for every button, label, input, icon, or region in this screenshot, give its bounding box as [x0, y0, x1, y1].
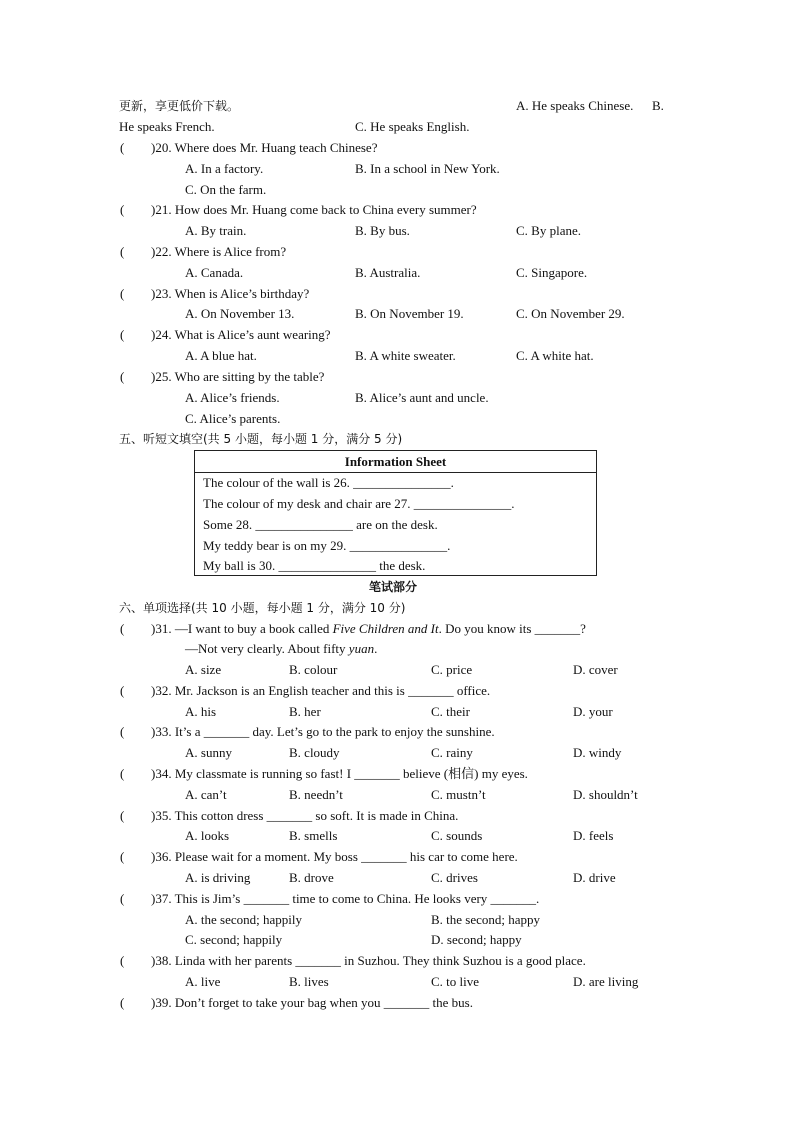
q36-option-d: D. drive — [573, 870, 616, 885]
q20-option-a: A. In a factory. — [185, 161, 264, 176]
q33-stem: )33. It’s a _______ day. Let’s go to the park to enjoy the sunshine. — [151, 724, 495, 739]
q19-option-c: C. He speaks English. — [355, 119, 470, 134]
q34-option-c: C. mustn’t — [431, 787, 486, 802]
info-row-26[interactable]: The colour of the wall is 26. _______________. — [203, 475, 454, 490]
information-sheet — [194, 450, 597, 576]
q38-option-b: B. lives — [289, 974, 329, 989]
q35-option-a: A. looks — [185, 828, 230, 843]
q22-option-c: C. Singapore. — [516, 265, 588, 280]
q35-stem: )35. This cotton dress _______ so soft. It is made in China. — [151, 808, 459, 823]
q31-reply-italic: yuan — [348, 641, 375, 656]
q31-reply-pre: —Not very clearly. About fifty — [185, 641, 349, 656]
q34-stem: )34. My classmate is running so fast! I _______ believe (相信) my eyes. — [151, 766, 528, 781]
q34-option-a: A. can’t — [185, 787, 227, 802]
q24-option-c: C. A white hat. — [516, 348, 594, 363]
information-sheet-header: Information Sheet — [195, 451, 596, 473]
q31-option-a: A. size — [185, 662, 222, 677]
q38-option-c: C. to live — [431, 974, 480, 989]
q35-option-d: D. feels — [573, 828, 614, 843]
q23-option-b: B. On November 19. — [355, 306, 464, 321]
q33-option-c: C. rainy — [431, 745, 473, 760]
q31-reply — [185, 640, 377, 658]
q22-option-b: B. Australia. — [355, 265, 421, 280]
q36-option-b: B. drove — [289, 870, 334, 885]
q31-book-title: Five Children and It — [332, 621, 439, 636]
q24-stem: )24. What is Alice’s aunt wearing? — [151, 327, 331, 342]
q21-option-a: A. By train. — [185, 223, 247, 238]
q25-option-b: B. Alice’s aunt and uncle. — [355, 390, 489, 405]
q36-stem: )36. Please wait for a moment. My boss _______ his car to come here. — [151, 849, 518, 864]
answer-blank[interactable]: ( — [120, 621, 125, 636]
q23-option-c: C. On November 29. — [516, 306, 625, 321]
answer-blank[interactable]: ( — [120, 244, 125, 259]
answer-blank[interactable]: ( — [120, 891, 125, 906]
q33-option-a: A. sunny — [185, 745, 232, 760]
info-row-28[interactable]: Some 28. _______________ are on the desk. — [203, 517, 438, 532]
q37-option-b: B. the second; happy — [431, 912, 541, 927]
answer-blank[interactable]: ( — [120, 327, 125, 342]
q31-reply-post: . — [374, 641, 378, 656]
q36-option-a: A. is driving — [185, 870, 251, 885]
q25-option-c: C. Alice’s parents. — [185, 411, 281, 426]
q23-stem: )23. When is Alice’s birthday? — [151, 286, 310, 301]
answer-blank[interactable]: ( — [120, 766, 125, 781]
q35-option-c: C. sounds — [431, 828, 483, 843]
q22-option-a: A. Canada. — [185, 265, 244, 280]
answer-blank[interactable]: ( — [120, 724, 125, 739]
q39-stem: )39. Don’t forget to take your bag when you _______ the bus. — [151, 995, 473, 1010]
q20-option-b: B. In a school in New York. — [355, 161, 500, 176]
info-row-27[interactable]: The colour of my desk and chair are 27. _______________. — [203, 496, 515, 511]
q19-option-b-label: B. — [652, 98, 664, 113]
q32-option-c: C. their — [431, 704, 470, 719]
q36-option-c: C. drives — [431, 870, 478, 885]
q33-option-d: D. windy — [573, 745, 622, 760]
q19-option-a: A. He speaks Chinese. — [516, 98, 634, 113]
section-6-title: 六、单项选择(共 10 小题，每小题 1 分，满分 10 分) — [119, 601, 406, 615]
q31-option-b: B. colour — [289, 662, 338, 677]
answer-blank[interactable]: ( — [120, 953, 125, 968]
section-5-title: 五、听短文填空(共 5 小题，每小题 1 分，满分 5 分) — [119, 432, 403, 446]
q24-option-b: B. A white sweater. — [355, 348, 456, 363]
header-note: 更新，享更低价下载。 — [119, 99, 240, 113]
info-row-30[interactable]: My ball is 30. _______________ the desk. — [203, 558, 426, 573]
q31-stem-pre: )31. —I want to buy a book called — [151, 621, 333, 636]
q35-option-b: B. smells — [289, 828, 338, 843]
answer-blank[interactable]: ( — [120, 140, 125, 155]
q25-stem: )25. Who are sitting by the table? — [151, 369, 325, 384]
q32-option-d: D. your — [573, 704, 613, 719]
q21-stem: )21. How does Mr. Huang come back to China every summer? — [151, 202, 477, 217]
answer-blank[interactable]: ( — [120, 995, 125, 1010]
q32-option-b: B. her — [289, 704, 321, 719]
answer-blank[interactable]: ( — [120, 808, 125, 823]
q23-option-a: A. On November 13. — [185, 306, 295, 321]
q32-stem: )32. Mr. Jackson is an English teacher and this is _______ office. — [151, 683, 491, 698]
q24-option-a: A. A blue hat. — [185, 348, 257, 363]
written-part-heading: 笔试部分 — [369, 580, 418, 594]
q38-option-a: A. live — [185, 974, 221, 989]
answer-blank[interactable]: ( — [120, 369, 125, 384]
answer-blank[interactable]: ( — [120, 683, 125, 698]
q31-stem — [151, 620, 586, 638]
q21-option-b: B. By bus. — [355, 223, 410, 238]
q25-option-a: A. Alice’s friends. — [185, 390, 280, 405]
q20-stem: )20. Where does Mr. Huang teach Chinese? — [151, 140, 378, 155]
q31-option-c: C. price — [431, 662, 473, 677]
q20-option-c: C. On the farm. — [185, 182, 267, 197]
q37-option-a: A. the second; happily — [185, 912, 302, 927]
q37-stem: )37. This is Jim’s _______ time to come to China. He looks very _______. — [151, 891, 540, 906]
q38-option-d: D. are living — [573, 974, 639, 989]
q38-stem: )38. Linda with her parents _______ in Suzhou. They think Suzhou is a good place. — [151, 953, 586, 968]
q34-option-b: B. needn’t — [289, 787, 343, 802]
q37-option-d: D. second; happy — [431, 932, 522, 947]
q32-option-a: A. his — [185, 704, 217, 719]
q22-stem: )22. Where is Alice from? — [151, 244, 287, 259]
q31-stem-post: . Do you know its _______? — [438, 621, 586, 636]
q19-option-b: He speaks French. — [119, 119, 215, 134]
answer-blank[interactable]: ( — [120, 849, 125, 864]
q21-option-c: C. By plane. — [516, 223, 581, 238]
q33-option-b: B. cloudy — [289, 745, 340, 760]
answer-blank[interactable]: ( — [120, 286, 125, 301]
q31-option-d: D. cover — [573, 662, 618, 677]
answer-blank[interactable]: ( — [120, 202, 125, 217]
info-row-29[interactable]: My teddy bear is on my 29. _______________. — [203, 538, 451, 553]
q37-option-c: C. second; happily — [185, 932, 283, 947]
q34-option-d: D. shouldn’t — [573, 787, 638, 802]
